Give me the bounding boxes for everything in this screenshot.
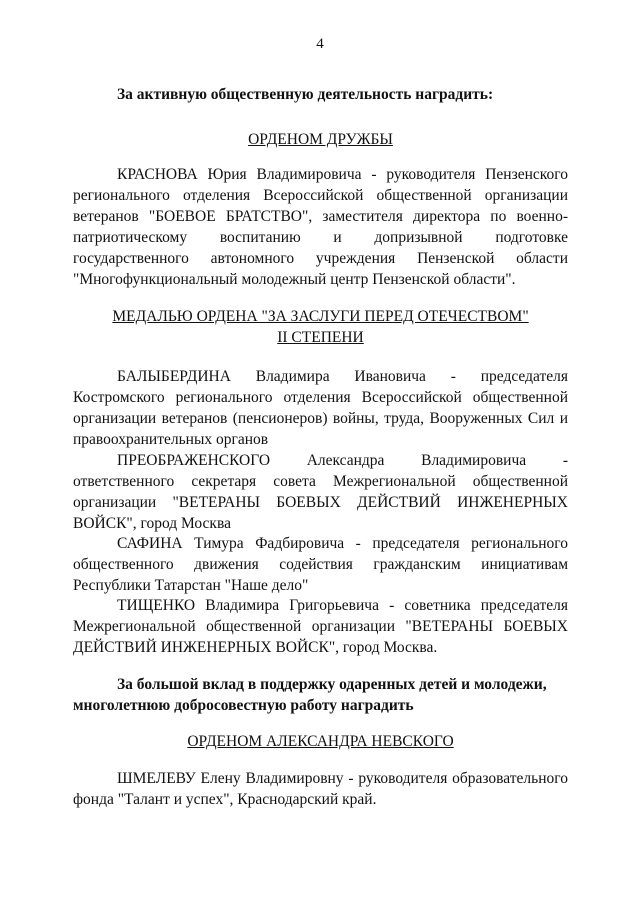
page-number: 4	[316, 36, 324, 52]
award-title-medal-merit-line2: II СТЕПЕНИ	[277, 329, 364, 346]
section-heading-activity: За активную общественную деятельность наградить:	[117, 86, 494, 103]
section-heading-gifted-youth: За большой вклад в поддержку одаренных детей и молодежи, многолетнюю добросовестную работу наградить	[73, 676, 547, 714]
recipient-preobrazhensky: ПРЕОБРАЖЕНСКОГО Александра Владимировича - ответственного секретаря совета Межрегиональной общественной организации "ВЕТЕРАНЫ БОЕВЫХ ДЕЙСТВИЙ ИНЖЕНЕРНЫХ ВОЙСК", город Москва	[73, 452, 568, 532]
award-title-order-alexander-nevsky: ОРДЕНОМ АЛЕКСАНДРА НЕВСКОГО	[187, 733, 454, 750]
recipient-krasnov: КРАСНОВА Юрия Владимировича - руководителя Пензенского регионального отделения Всероссийской общественной организации ветеранов "БОЕВОЕ БРАТСТВО", заместителя директора по военно-патриотическому воспитанию и допризывной подготовке государственного автономного учреждения Пензенской области "Многофункциональный молодежный центр Пензенской области".	[73, 166, 568, 288]
recipient-shmeleva: ШМЕЛЕВУ Елену Владимировну - руководителя образовательного фонда "Талант и успех", Краснодарский край.	[73, 770, 568, 808]
award-title-medal-merit-line1: МЕДАЛЬЮ ОРДЕНА "ЗА ЗАСЛУГИ ПЕРЕД ОТЕЧЕСТВОМ"	[112, 308, 529, 325]
recipient-balyberdin: БАЛЫБЕРДИНА Владимира Ивановича - председателя Костромского регионального отделения Всероссийской общественной организации ветеранов (пенсионеров) войны, труда, Вооруженных Сил и правоохранительных органов	[73, 368, 568, 448]
award-title-order-of-friendship: ОРДЕНОМ ДРУЖБЫ	[248, 131, 393, 148]
recipient-tishchenko: ТИЩЕНКО Владимира Григорьевича - советника председателя Межрегиональной общественной организации "ВЕТЕРАНЫ БОЕВЫХ ДЕЙСТВИЙ ИНЖЕНЕРНЫХ ВОЙСК", город Москва.	[73, 597, 568, 656]
recipient-safin: САФИНА Тимура Фадбировича - председателя регионального общественного движения содействия гражданским инициативам Республики Татарстан "Наше дело"	[73, 535, 568, 594]
